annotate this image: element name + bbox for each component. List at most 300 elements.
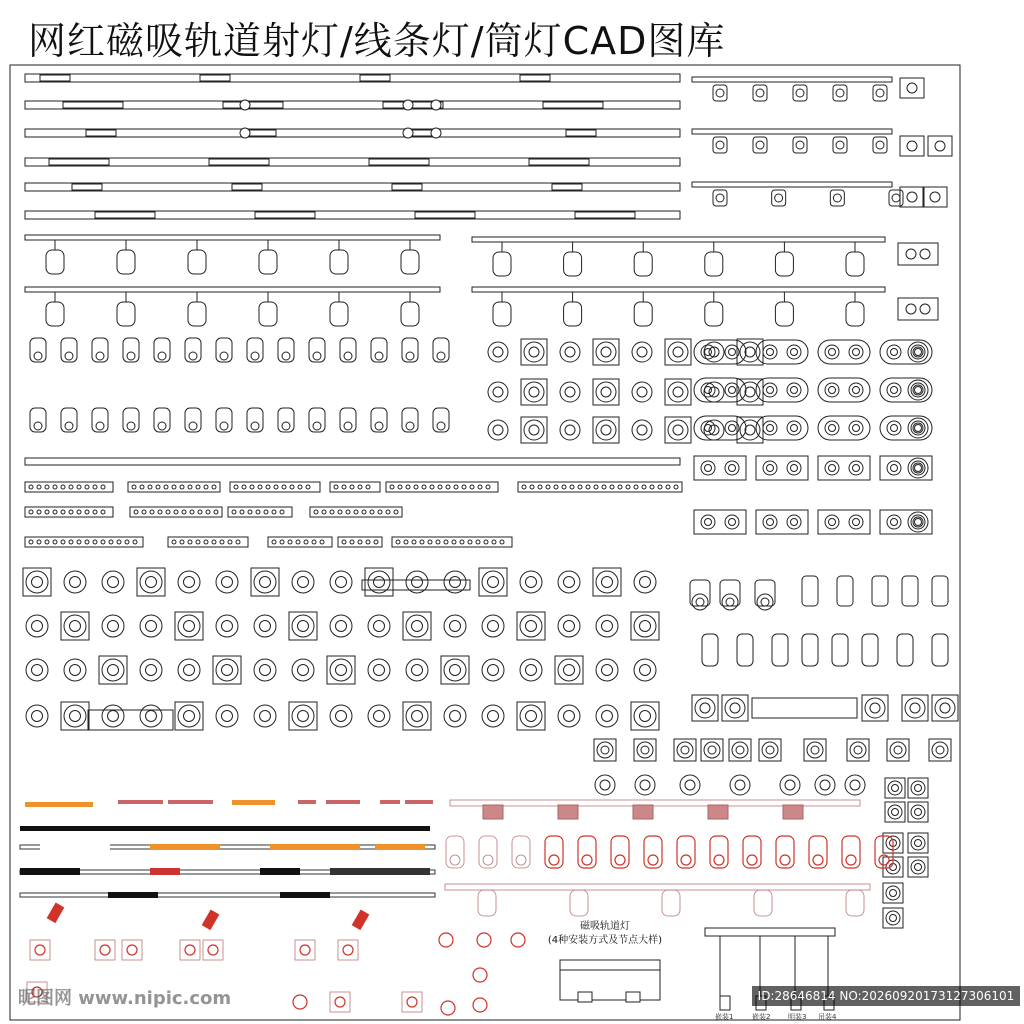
- led-dot: [212, 485, 216, 489]
- led-dot: [190, 510, 194, 514]
- downlight-icon: [641, 746, 649, 754]
- downlight-icon: [184, 665, 195, 676]
- led-dot: [358, 540, 362, 544]
- led-dot: [562, 485, 566, 489]
- red-fixtures: [27, 800, 893, 1015]
- spotlight-icon: [846, 252, 864, 276]
- downlight-icon: [602, 621, 613, 632]
- spotlight-icon: [802, 634, 818, 666]
- downlight-icon: [488, 577, 499, 588]
- led-dot: [484, 540, 488, 544]
- downlight-icon: [853, 425, 860, 432]
- track-rail-icon: [472, 287, 885, 292]
- spotlight-icon: [720, 580, 740, 606]
- grille-light-icon: [479, 568, 507, 596]
- downlight-icon: [596, 705, 618, 727]
- led-dot: [378, 510, 382, 514]
- grille-light-icon: [862, 695, 888, 721]
- downlight-icon: [108, 711, 119, 722]
- downlight-icon: [725, 461, 739, 475]
- downlight-icon: [906, 249, 916, 259]
- downlight-icon: [915, 785, 922, 792]
- led-dot: [538, 485, 542, 489]
- downlight-icon: [701, 515, 715, 529]
- grille-light-icon: [898, 298, 938, 320]
- spotlight-icon: [775, 252, 793, 276]
- spotlight-icon: [478, 890, 496, 916]
- led-dot: [428, 540, 432, 544]
- downlight-icon: [374, 665, 385, 676]
- downlight-icon: [911, 805, 925, 819]
- grille-light-icon: [99, 656, 127, 684]
- downlight-icon: [335, 997, 345, 1007]
- led-dot: [330, 510, 334, 514]
- downlight-icon: [330, 705, 352, 727]
- led-dot: [468, 540, 472, 544]
- grille-light-icon: [722, 695, 748, 721]
- led-dot: [212, 540, 216, 544]
- downlight-icon: [564, 711, 575, 722]
- downlight-icon: [526, 711, 537, 722]
- led-dot: [150, 510, 154, 514]
- spotlight-icon: [846, 302, 864, 326]
- grille-light-icon: [289, 612, 317, 640]
- grille-light-icon: [923, 187, 947, 207]
- grille-light-icon: [137, 568, 165, 596]
- led-dot: [214, 510, 218, 514]
- grille-light-icon: [818, 510, 870, 534]
- downlight-icon: [887, 461, 901, 475]
- downlight-icon: [529, 347, 539, 357]
- grille-light-icon: [818, 340, 870, 364]
- downlight-icon: [64, 705, 86, 727]
- downlight-icon: [439, 933, 453, 947]
- linear-light-icon: [40, 844, 110, 850]
- led-dot: [37, 485, 41, 489]
- spotlight-icon: [154, 408, 170, 432]
- led-dot: [61, 510, 65, 514]
- linear-light-icon: [200, 75, 230, 81]
- rail-spot-group: [692, 77, 952, 207]
- led-dot: [69, 485, 73, 489]
- led-dot: [280, 510, 284, 514]
- downlight-icon: [70, 665, 81, 676]
- downlight-icon: [524, 382, 544, 402]
- downlight-icon: [520, 615, 542, 637]
- led-dot: [390, 485, 394, 489]
- detail-caption: [545, 920, 665, 948]
- downlight-icon: [940, 703, 950, 713]
- spotlight-icon: [809, 836, 827, 868]
- downlight-icon: [293, 995, 307, 1009]
- downlight-icon: [32, 711, 43, 722]
- spotlight-icon: [450, 855, 460, 865]
- downlight-icon: [374, 577, 385, 588]
- downlight-icon: [140, 705, 162, 727]
- downlight-icon: [260, 665, 271, 676]
- grille-light-icon: [694, 378, 746, 402]
- downlight-icon: [763, 421, 777, 435]
- grille-light-icon: [403, 612, 431, 640]
- downlight-icon: [488, 382, 508, 402]
- spotlight-icon: [402, 408, 418, 432]
- spotlight-icon: [92, 338, 108, 362]
- track-rail-icon: [692, 182, 892, 187]
- led-dot: [486, 485, 490, 489]
- spotlight-icon: [772, 634, 788, 666]
- led-dot: [414, 485, 418, 489]
- downlight-icon: [930, 192, 940, 202]
- downlight-icon: [560, 382, 580, 402]
- downlight-icon: [108, 621, 119, 632]
- grille-light-icon: [521, 339, 547, 365]
- grille-light-icon: [403, 702, 431, 730]
- downlight-icon: [529, 425, 539, 435]
- downlight-icon: [829, 519, 836, 526]
- downlight-icon: [185, 945, 195, 955]
- led-dot: [430, 485, 434, 489]
- led-dot: [85, 485, 89, 489]
- downlight-icon: [887, 345, 901, 359]
- downlight-icon: [829, 425, 836, 432]
- downlight-icon: [910, 703, 920, 713]
- led-dot: [242, 485, 246, 489]
- linear-light-icon: [118, 800, 163, 804]
- spotlight-icon: [202, 910, 220, 931]
- led-dot: [374, 540, 378, 544]
- downlight-icon: [292, 705, 314, 727]
- grille-light-icon: [665, 379, 691, 405]
- spotlight-icon: [708, 805, 728, 819]
- grille-light-icon: [593, 568, 621, 596]
- track-rail-icon: [25, 235, 440, 240]
- grille-light-icon: [818, 416, 870, 440]
- grille-light-icon: [692, 695, 718, 721]
- linear-light-icon: [529, 159, 589, 165]
- led-dot: [610, 485, 614, 489]
- linear-light-icon: [518, 482, 682, 492]
- spotlight-icon: [564, 302, 582, 326]
- downlight-icon: [673, 387, 683, 397]
- spotlight-icon: [545, 836, 563, 868]
- led-dot: [172, 540, 176, 544]
- downlight-icon: [695, 698, 715, 718]
- linear-light-icon: [108, 892, 158, 898]
- spotlight-icon: [932, 634, 948, 666]
- spotlight-icon: [431, 100, 441, 110]
- downlight-icon: [600, 780, 610, 790]
- grille-light-icon: [327, 656, 355, 684]
- led-dot: [470, 485, 474, 489]
- downlight-icon: [787, 461, 801, 475]
- led-dot: [45, 540, 49, 544]
- led-dot: [438, 485, 442, 489]
- downlight-icon: [526, 665, 537, 676]
- led-dot: [602, 485, 606, 489]
- downlight-icon: [102, 615, 124, 637]
- spotlight-icon: [897, 634, 913, 666]
- spotlight-icon: [117, 302, 135, 326]
- led-dot: [362, 510, 366, 514]
- spotlight-icon: [713, 190, 727, 206]
- grille-light-icon: [521, 379, 547, 405]
- downlight-icon: [849, 383, 863, 397]
- spotlight-icon: [633, 805, 653, 819]
- led-dot: [142, 510, 146, 514]
- downlight-icon: [146, 577, 157, 588]
- downlight-icon: [634, 571, 656, 593]
- led-dot: [280, 540, 284, 544]
- spotlight-icon: [240, 128, 250, 138]
- downlight-icon: [640, 621, 651, 632]
- led-dot: [182, 510, 186, 514]
- downlight-icon: [368, 705, 390, 727]
- downlight-icon: [704, 382, 724, 402]
- led-dot: [290, 485, 294, 489]
- spotlight-icon: [493, 302, 511, 326]
- grille-light-icon: [665, 339, 691, 365]
- downlight-icon: [915, 864, 922, 871]
- downlight-icon: [601, 425, 611, 435]
- downlight-icon: [524, 420, 544, 440]
- spotlight-icon: [662, 890, 680, 916]
- linear-light-icon: [150, 844, 220, 850]
- downlight-icon: [254, 571, 276, 593]
- downlight-icon: [705, 465, 712, 472]
- spotlight-icon: [873, 137, 887, 153]
- downlight-icon: [208, 945, 218, 955]
- spotlight-icon: [483, 805, 503, 819]
- downlight-icon: [745, 387, 755, 397]
- downlight-icon: [565, 425, 575, 435]
- spotlight-icon: [737, 634, 753, 666]
- downlight-icon: [374, 711, 385, 722]
- spotlight-icon: [578, 836, 596, 868]
- downlight-icon: [845, 775, 865, 795]
- grille-light-icon: [30, 940, 50, 960]
- downlight-icon: [865, 698, 885, 718]
- downlight-icon: [64, 659, 86, 681]
- grille-light-icon: [289, 702, 317, 730]
- downlight-icon: [184, 621, 195, 632]
- downlight-icon: [473, 968, 487, 982]
- downlight-icon: [935, 141, 945, 151]
- downlight-icon: [178, 705, 200, 727]
- spotlight-icon: [615, 855, 625, 865]
- downlight-icon: [668, 382, 688, 402]
- downlight-icon: [725, 698, 745, 718]
- downlight-icon: [890, 742, 906, 758]
- downlight-icon: [102, 705, 124, 727]
- downlight-icon: [791, 387, 798, 394]
- downlight-icon: [729, 519, 736, 526]
- led-dot: [634, 485, 638, 489]
- led-dot: [404, 540, 408, 544]
- spotlight-icon: [611, 836, 629, 868]
- downlight-icon: [488, 711, 499, 722]
- downlight-icon: [700, 703, 710, 713]
- led-dot: [500, 540, 504, 544]
- spotlight-icon: [46, 302, 64, 326]
- downlight-icon: [892, 785, 899, 792]
- downlight-icon: [602, 577, 613, 588]
- led-dot: [322, 510, 326, 514]
- grille-light-icon: [928, 136, 952, 156]
- downlight-icon: [336, 621, 347, 632]
- grille-light-icon: [61, 612, 89, 640]
- downlight-icon: [640, 665, 651, 676]
- led-dot: [314, 510, 318, 514]
- linear-light-icon: [360, 75, 390, 81]
- grille-light-icon: [95, 940, 115, 960]
- downlight-icon: [222, 621, 233, 632]
- led-dot: [462, 485, 466, 489]
- led-dot: [422, 485, 426, 489]
- grille-light-icon: [402, 992, 422, 1012]
- spotlight-icon: [123, 408, 139, 432]
- spotlight-icon: [705, 302, 723, 326]
- linear-light-icon: [552, 184, 582, 190]
- led-dot: [101, 510, 105, 514]
- grille-light-icon: [517, 702, 545, 730]
- downlight-icon: [849, 515, 863, 529]
- linear-light-icon: [40, 75, 70, 81]
- spotlight-icon: [47, 903, 65, 924]
- linear-light-icon: [415, 212, 475, 218]
- spotlight-icon: [247, 408, 263, 432]
- downlight-icon: [216, 571, 238, 593]
- downlight-icon: [596, 615, 618, 637]
- grille-light-icon: [932, 695, 958, 721]
- downlight-icon: [178, 571, 200, 593]
- led-dot: [618, 485, 622, 489]
- spotlight-icon: [681, 855, 691, 865]
- downlight-icon: [825, 345, 839, 359]
- spotlight-icon: [873, 85, 887, 101]
- downlight-icon: [601, 746, 609, 754]
- spotlight-icon: [433, 338, 449, 362]
- downlight-icon: [891, 465, 898, 472]
- spotlight-icon: [446, 836, 464, 868]
- downlight-icon: [565, 347, 575, 357]
- downlight-icon: [488, 665, 499, 676]
- grille-light-icon: [900, 78, 924, 98]
- led-dot: [296, 540, 300, 544]
- downlight-icon: [298, 621, 309, 632]
- spotlight-icon: [775, 302, 793, 326]
- spotlight-icon: [371, 408, 387, 432]
- spotlight-icon: [634, 252, 652, 276]
- downlight-icon: [560, 342, 580, 362]
- grille-light-icon: [593, 339, 619, 365]
- spotlight-icon: [830, 190, 844, 206]
- led-dot: [412, 540, 416, 544]
- led-dot: [61, 540, 65, 544]
- track-rail-icon: [25, 74, 680, 82]
- led-dot: [77, 510, 81, 514]
- grille-light-icon: [694, 416, 746, 440]
- downlight-icon: [787, 515, 801, 529]
- downlight-icon: [887, 515, 901, 529]
- grille-light-icon: [737, 339, 763, 365]
- downlight-icon: [767, 349, 774, 356]
- linear-light-icon: [520, 75, 550, 81]
- downlight-icon: [368, 659, 390, 681]
- led-dot: [196, 540, 200, 544]
- spotlight-icon: [402, 338, 418, 362]
- downlight-icon: [412, 577, 423, 588]
- downlight-icon: [915, 519, 922, 526]
- detail-caption-heading: 磁吸轨道灯: [580, 921, 630, 932]
- downlight-icon: [482, 615, 504, 637]
- spotlight-icon: [61, 338, 77, 362]
- led-dot: [158, 510, 162, 514]
- downlight-icon: [222, 665, 233, 676]
- downlight-icon: [870, 703, 880, 713]
- downlight-icon: [493, 425, 503, 435]
- downlight-icon: [763, 383, 777, 397]
- spotlight-icon: [401, 302, 419, 326]
- downlight-icon: [102, 571, 124, 593]
- downlight-icon: [767, 387, 774, 394]
- led-dot: [306, 485, 310, 489]
- downlight-icon: [740, 342, 760, 362]
- led-dot: [446, 485, 450, 489]
- downlight-icon: [488, 621, 499, 632]
- led-dot: [658, 485, 662, 489]
- spotlight-icon: [340, 338, 356, 362]
- downlight-icon: [444, 659, 466, 681]
- spotlight-icon: [30, 338, 46, 362]
- led-dot: [53, 485, 57, 489]
- downlight-icon: [146, 711, 157, 722]
- led-dot: [188, 540, 192, 544]
- spotlight-icon: [872, 576, 888, 606]
- linear-light-icon: [63, 102, 123, 108]
- spotlight-icon: [483, 855, 493, 865]
- track-rail-icon: [472, 237, 885, 242]
- downlight-icon: [886, 911, 900, 925]
- downlight-icon: [558, 705, 580, 727]
- downlight-icon: [704, 742, 720, 758]
- downlight-icon: [767, 519, 774, 526]
- stage-label-1: 嵌装1: [715, 1013, 734, 1021]
- downlight-icon: [26, 705, 48, 727]
- downlight-icon: [725, 515, 739, 529]
- downlight-icon: [634, 659, 656, 681]
- downlight-icon: [450, 665, 461, 676]
- downlight-icon: [558, 659, 580, 681]
- downlight-icon: [450, 621, 461, 632]
- stage-label-3: 明装3: [788, 1013, 807, 1021]
- hanging-spot-rails: [25, 235, 938, 326]
- downlight-icon: [730, 703, 740, 713]
- led-dot: [180, 540, 184, 544]
- downlight-icon: [634, 615, 656, 637]
- spotlight-icon: [570, 890, 588, 916]
- downlight-icon: [493, 347, 503, 357]
- downlight-icon: [745, 425, 755, 435]
- spotlight-icon: [582, 855, 592, 865]
- spotlight-icon: [783, 805, 803, 819]
- downlight-icon: [915, 809, 922, 816]
- led-dot: [272, 510, 276, 514]
- led-dot: [248, 510, 252, 514]
- spotlight-icon: [743, 836, 761, 868]
- led-dot: [232, 510, 236, 514]
- downlight-icon: [673, 347, 683, 357]
- linear-light-icon: [369, 159, 429, 165]
